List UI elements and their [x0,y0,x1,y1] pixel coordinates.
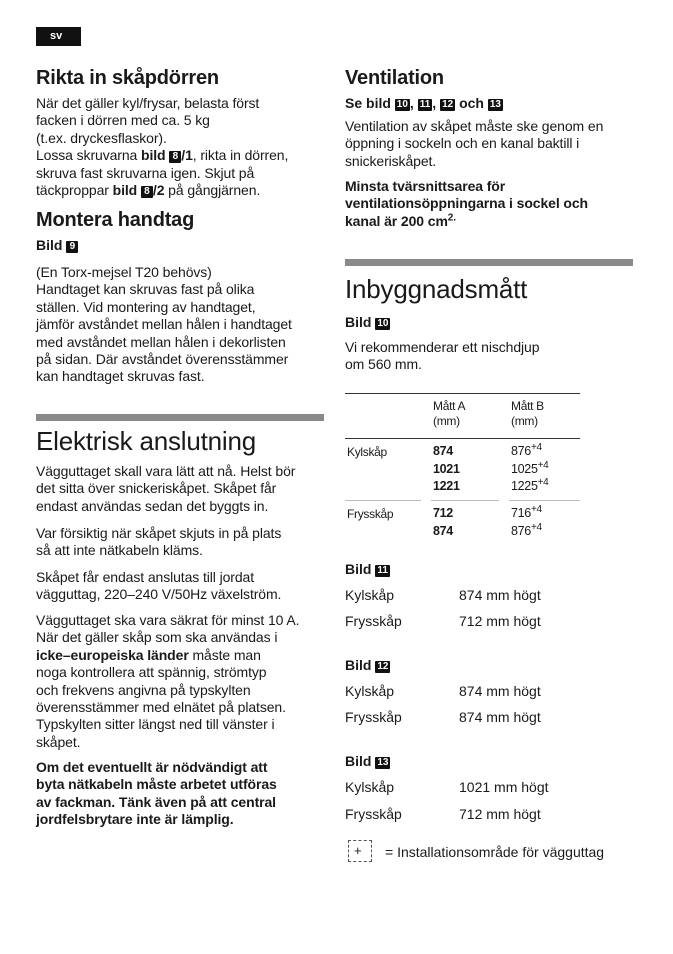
section-divider-bar [345,259,633,266]
figure-number-badge: 12 [442,99,454,110]
figure-number-badge: 13 [489,99,501,110]
electrical-paragraph-4: Vägguttaget ska vara säkrat för minst 10 A. När det gäller skåp som ska användas i icke–europeiska länder måste man noga kontrollera att spännig, strömtyp och frekvens angivna på typskylten överensstämmer med elnätet på platsen. Typskylten sitter längst ned till vänster i skåpet. [36,612,300,750]
figure-ref: Bild 13 [345,753,389,769]
figure-number-badge: 11 [377,565,388,576]
figure-number-badge: 10 [377,318,389,329]
dimensions-table [345,393,585,543]
ventilation-text: Ventilation av skåpet måste ske genom en öppning i sockeln och en kanal baktill i snickeriskåpet. [345,118,604,169]
table-header-b: Mått B (mm) [511,399,544,428]
heading-mount-handle: Montera handtag [36,209,195,231]
heading-ventilation: Ventilation [345,67,444,89]
table-row-rule [345,500,421,501]
niche-depth-text: Vi rekommenderar ett nischdjup om 560 mm. [345,339,540,373]
figure-ref: Bild 11 [345,561,388,577]
socket-area-icon: + [348,840,372,862]
table-header-rule [345,438,580,439]
figure-ref: Bild 10 [345,314,389,330]
legend-text: = Installationsområde för vägguttag [385,844,605,860]
figure-ref: Bild 12 [345,657,389,673]
mount-handle-text: (En Torx-mejsel T20 behövs) Handtaget kan skruvas fast på olika ställen. Vid montering av handtaget, jämför avståndet mellan hålen i handtaget med avståndet mellan hålen i dekorlisten på sidan. Där avståndet överensstämmer kan handtaget skruvas fast. [36,264,292,385]
table-cell-a: 712 874 [433,506,453,538]
electrical-paragraph-2: Var försiktig när skåpet skjuts in på plats så att inte nätkabeln kläms. [36,525,282,559]
figure-number-badge: 8 [141,186,153,198]
table-row-rule [509,500,580,501]
figure-number-badge: 13 [377,757,389,768]
table-row-label: Frysskåp [347,507,394,521]
electrical-paragraph-1: Vägguttaget skall vara lätt att nå. Helst bör det sitta över snickeriskåpet. Skåpet får endast användas sedan det byggts in. [36,463,296,514]
table-cell-b: $876^{+4}$ $1025^{+4}$ $1225^{+4}$ [511,441,549,493]
table-row-rule [431,500,499,501]
section-divider-bar [36,414,324,421]
figure-number-badge: 8 [169,151,181,163]
figure-number-badge: 12 [377,661,389,672]
electrical-paragraph-3: Skåpet får endast anslutas till jordat vägguttag, 220–240 V/50Hz växelström. [36,569,282,603]
figure-number-badge: 9 [66,241,78,253]
figure-number-badge: 11 [419,99,431,110]
language-tab: sv [36,27,81,46]
table-row-label: Kylskåp [347,445,387,459]
heading-installation-dimensions: Inbyggnadsmått [345,274,528,304]
figure-ref: Bild 9 [36,237,78,254]
heading-electrical: Elektrisk anslutning [36,426,256,456]
ventilation-requirement: Minsta tvärsnittsarea för ventilationsöppningarna i sockel och kanal är 200 $cm^{2.}$ [345,178,588,229]
heading-align-door: Rikta in skåpdörren [36,67,219,89]
table-cell-a: 874 1021 1221 [433,444,460,493]
electrical-warning: Om det eventuellt är nödvändigt att byta nätkabeln måste arbetet utföras av fackman. Tänk även på att central jordfelsbrytare inte är lämplig. [36,759,277,828]
table-header-a: Mått A (mm) [433,399,466,428]
ventilation-figure-refs: Se bild 10 , 11 , 12 och 13 [345,95,501,111]
align-door-text: När det gäller kyl/frysar, belasta först facken i dörren med ca. 5 kg (t.ex. dryckesflaskor). Lossa skruvarna bild 8 /1, rikta in dörren, skruva fast skruvarna igen. Skjut på täckproppar bild 8 /2 på gångjärnen. [36,95,289,199]
figure-number-badge: 10 [396,99,408,110]
table-cell-b: $716^{+4}$ $876^{+4}$ [511,503,542,538]
table-top-rule [345,393,580,394]
